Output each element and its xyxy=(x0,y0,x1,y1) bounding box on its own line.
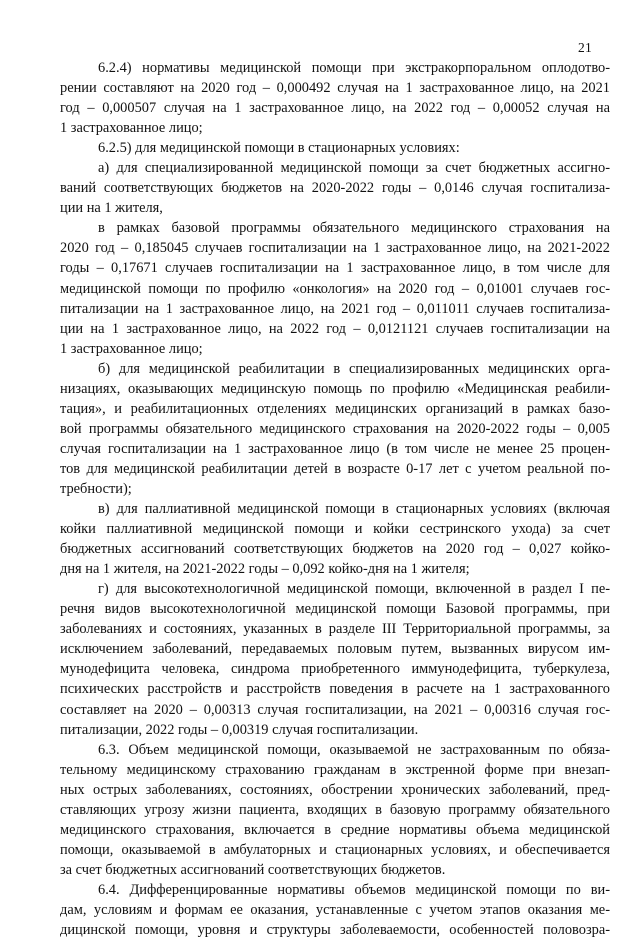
text-line: ставляющих угрозу жизни пациента, входящих в базовую программу обязательного xyxy=(60,801,610,818)
text-line: питализации на 1 застрахованное лицо, на 2021 год – 0,011011 случаев госпитализа- xyxy=(60,300,610,317)
text-line: 6.3. Объем медицинской помощи, оказываемой не застрахованным по обяза- xyxy=(98,741,610,758)
text-line: медицинской помощи по профилю «онкология» на 2020 год – 0,01001 случаев гос- xyxy=(60,280,610,297)
text-line: тельному медицинскому страхованию гражданам в экстренной форме при внезап- xyxy=(60,761,610,778)
text-line: рении составляют на 2020 год – 0,000492 случая на 1 застрахованное лицо, на 2021 xyxy=(60,80,610,97)
text-line: б) для медицинской реабилитации в специализированных медицинских орга- xyxy=(98,360,610,377)
text-line: вой программы обязательного медицинского страхования на 2020-2022 годы – 0,005 xyxy=(60,420,610,437)
text-line: ции на 1 застрахованное лицо, на 2022 год – 0,0121121 случаев госпитализации на xyxy=(60,320,610,337)
text-line: требности); xyxy=(60,480,132,497)
text-line: тов для медицинской реабилитации детей в возрасте 0-17 лет с учетом реальной по- xyxy=(60,460,610,477)
text-line: годы – 0,17671 случаев госпитализации на 1 застрахованное лицо, в том числе для xyxy=(60,260,610,277)
text-line: речня видов высокотехнологичной медицинской помощи Базовой программы, при xyxy=(60,601,610,618)
text-line: помощи, оказываемой в амбулаторных и стационарных условиях, и обеспечивается xyxy=(60,841,610,858)
text-line: 1 застрахованное лицо; xyxy=(60,120,203,137)
text-line: мунодефицита человека, синдрома приобретенного иммунодефицита, туберкулеза, xyxy=(60,661,610,678)
text-line: исключением заболеваний, передаваемых половым путем, вызванных вирусом им- xyxy=(60,641,610,658)
text-line: ции на 1 жителя, xyxy=(60,200,163,217)
text-line: 2020 год – 0,185045 случаев госпитализации на 1 застрахованное лицо, на 2021-2022 xyxy=(60,240,610,257)
text-line: дам, условиям и формам ее оказания, устанавленные с учетом этапов оказания ме- xyxy=(60,901,610,918)
text-line: составляет на 2020 – 0,00313 случая госпитализации, на 2021 – 0,00316 случая гос- xyxy=(60,701,610,718)
text-line: 6.4. Дифференцированные нормативы объемов медицинской помощи по ви- xyxy=(98,881,610,898)
text-line: год – 0,000507 случая на 1 застрахованное лицо, на 2022 год – 0,00052 случая на xyxy=(60,100,610,117)
text-line: в рамках базовой программы обязательного медицинского страхования на xyxy=(98,220,610,237)
page-number: 21 xyxy=(578,40,592,55)
text-line: в) для паллиативной медицинской помощи в стационарных условиях (включая xyxy=(98,501,610,518)
text-line: 1 застрахованное лицо; xyxy=(60,340,203,357)
text-line: заболеваниях и состояниях, указанных в разделе III Территориальной программы, за xyxy=(60,621,610,638)
text-line: питализации, 2022 годы – 0,00319 случая госпитализации. xyxy=(60,721,419,738)
text-line: 6.2.4) нормативы медицинской помощи при экстракорпоральном оплодотво- xyxy=(98,60,610,76)
text-line: дня на 1 жителя, на 2021-2022 годы – 0,092 койко-дня на 1 жителя; xyxy=(60,561,470,578)
text-line: случая госпитализации на 1 застрахованное лицо (в том числе не менее 25 процен- xyxy=(60,440,610,457)
text-line: бюджетных ассигнований соответствующих бюджетов на 2020 год – 0,027 койко- xyxy=(60,541,610,558)
text-line: ных острых заболеваниях, состояниях, обострении хронических заболеваний, пред- xyxy=(60,781,610,798)
document-body xyxy=(60,58,610,940)
text-line: койки паллиативной медицинской помощи и койки сестринского ухода) за счет xyxy=(60,521,610,538)
text-line: психических расстройств и расстройств поведения в расчете на 1 застрахованного xyxy=(60,681,610,698)
text-line: а) для специализированной медицинской помощи за счет бюджетных ассигно- xyxy=(98,160,610,177)
text-line: ваний соответствующих бюджетов на 2020-2022 годы – 0,0146 случая госпитализа- xyxy=(60,180,610,197)
text-line: медицинского страхования, включается в средние нормативы объема медицинской xyxy=(60,821,610,838)
text-line: тация», и реабилитационных отделениях медицинских организаций в рамках базо- xyxy=(60,400,610,417)
text-line: за счет бюджетных ассигнований соответствующих бюджетов. xyxy=(60,861,446,878)
text-line: г) для высокотехнологичной медицинской помощи, включенной в раздел I пе- xyxy=(98,581,610,598)
text-line: 6.2.5) для медицинской помощи в стационарных условиях: xyxy=(98,140,460,157)
text-line: дицинской помощи, уровня и структуры заболеваемости, особенностей половозра- xyxy=(60,922,610,939)
text-line: низациях, оказывающих медицинскую помощь по профилю «Медицинская реабили- xyxy=(60,380,610,397)
